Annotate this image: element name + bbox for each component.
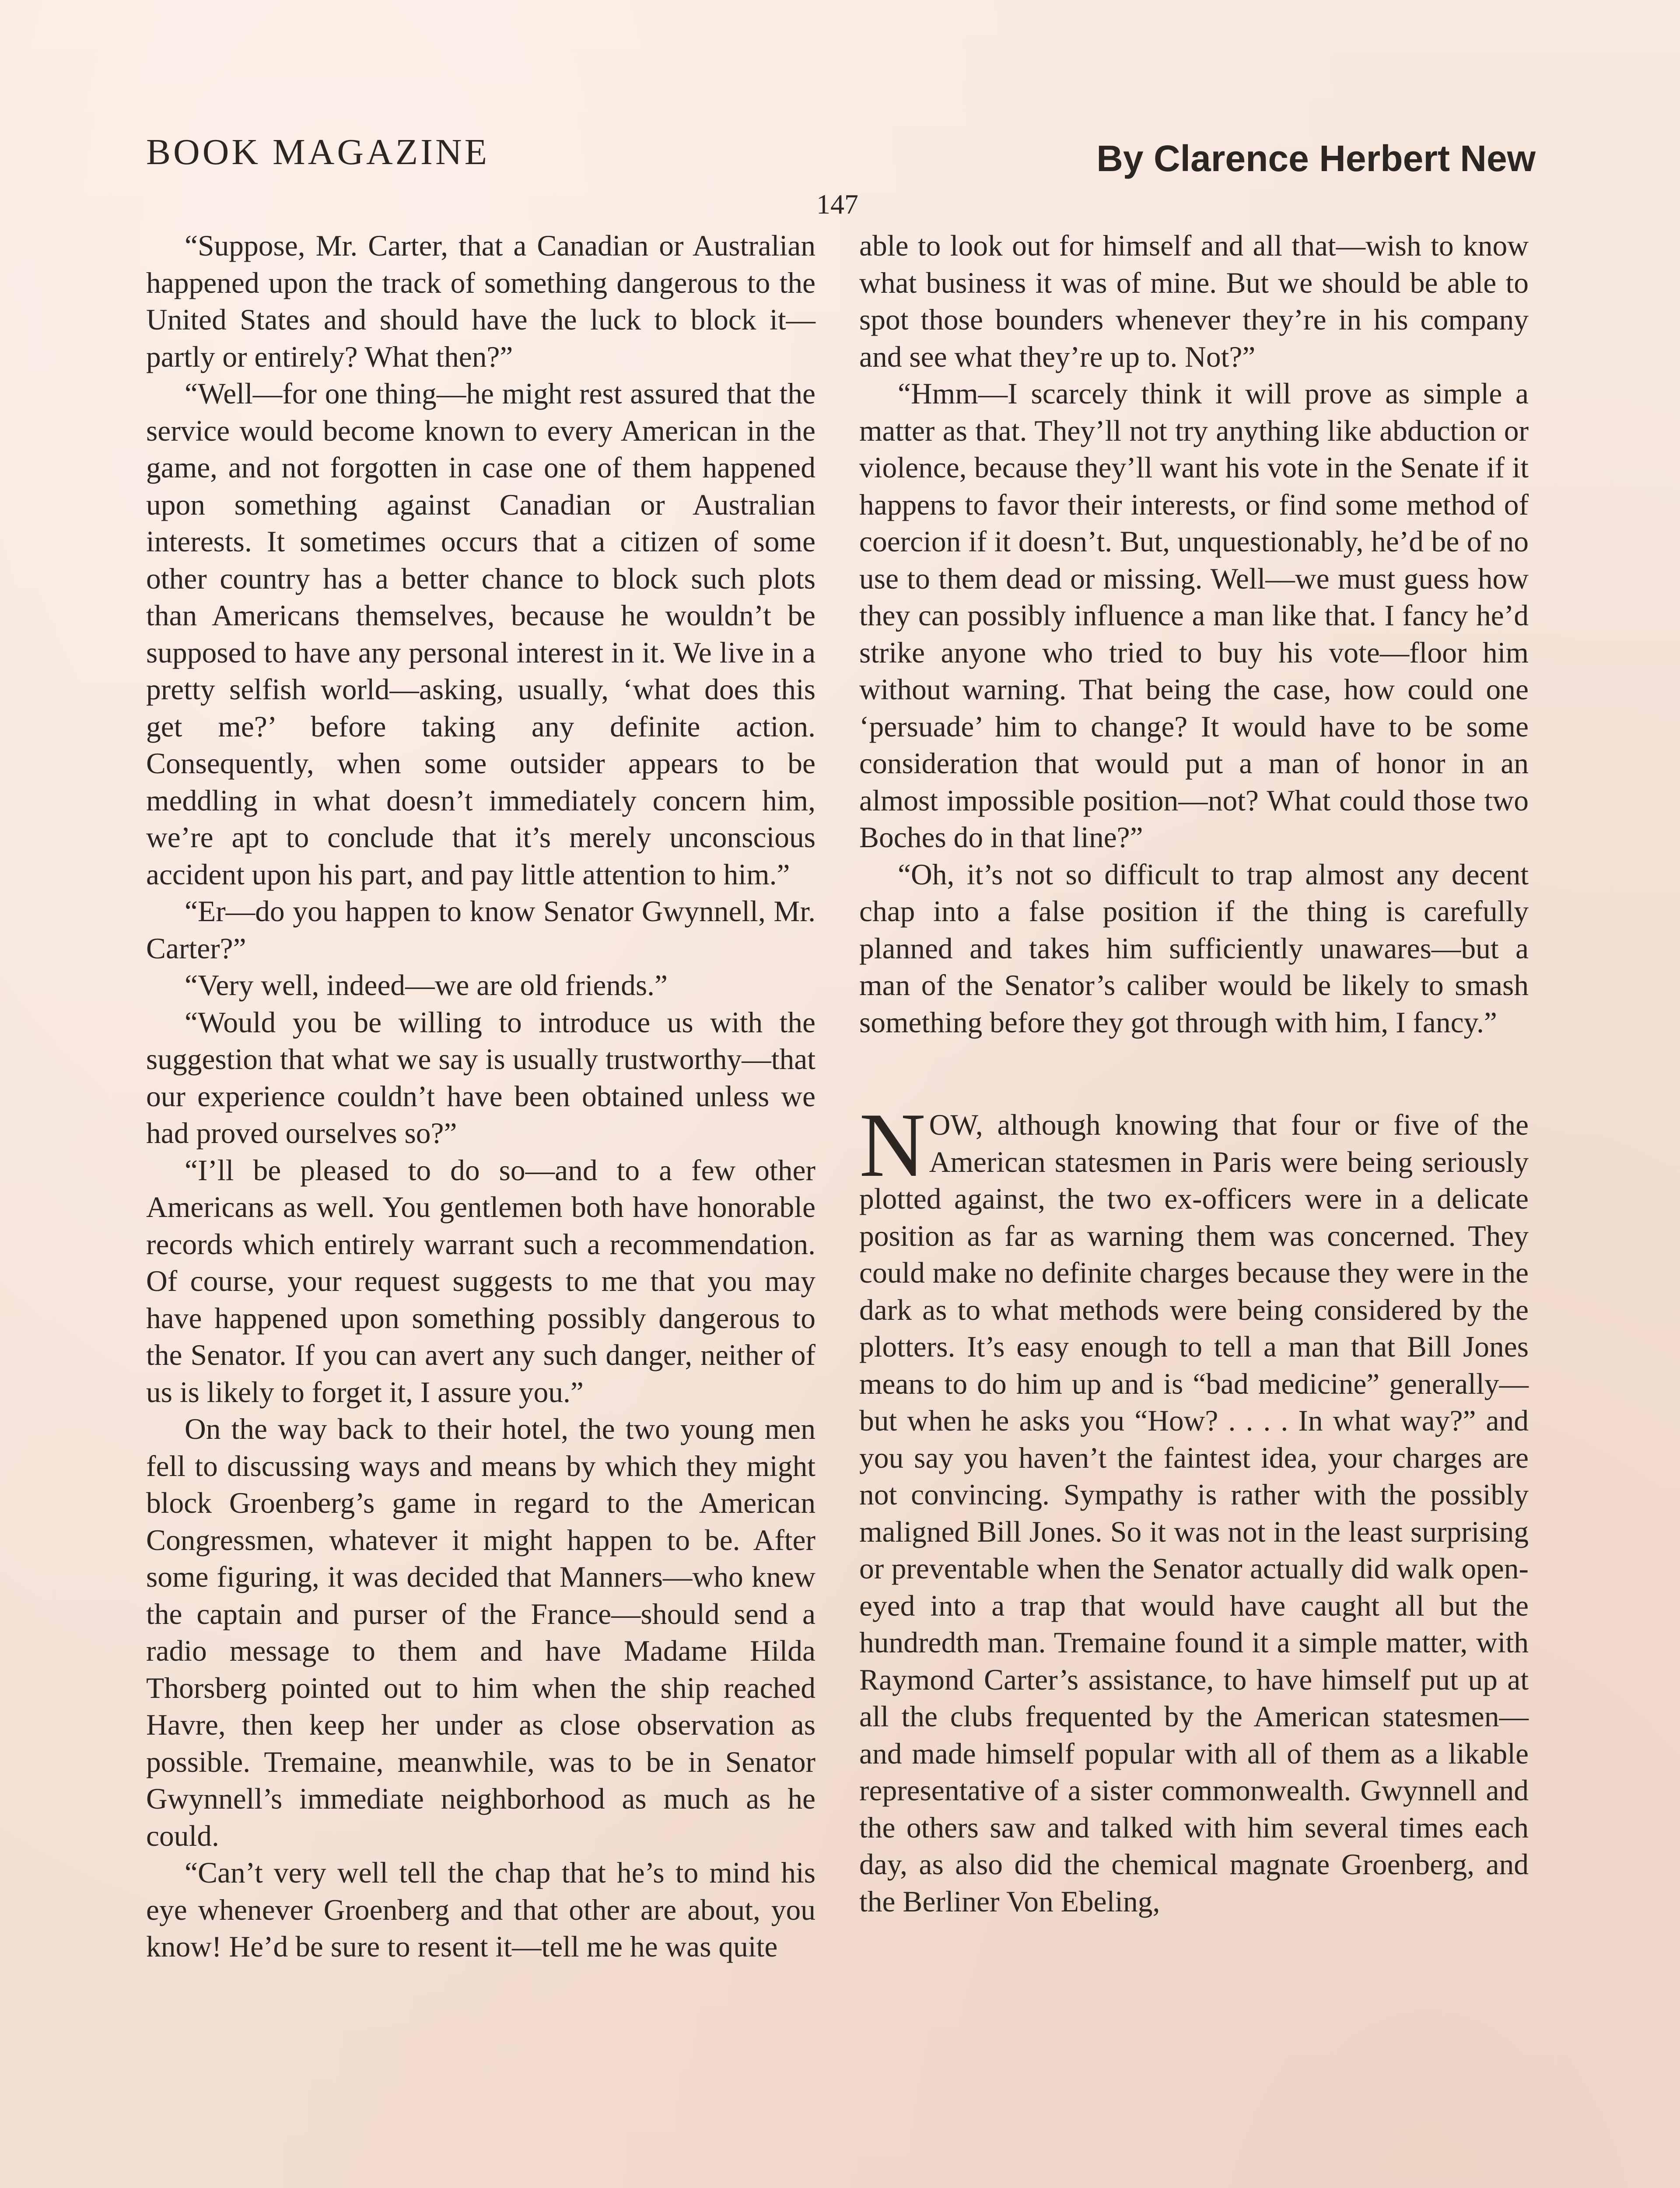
author-byline: By Clarence Herbert New (1096, 138, 1536, 179)
paragraph: “Er—do you happen to know Senator Gwynnell, Mr. Carter?” (146, 895, 816, 965)
paragraph: “Well—for one thing—he might rest assured that the service would become known to every American in the game, and not forgotten in case one of them happened upon something against Canadian or Australian interests. It sometimes occurs that a citizen of some other country has a better chance to block such plots than Americans themselves, because he wouldn’t be supposed to have any personal interest in it. We live in a pretty selfish world—asking, usually, ‘what does this get me?’ before taking any definite action. Consequently, when some outsider appears to be meddling in what doesn’t immediately concern him, we’re apt to conclude that it’s merely unconscious accident upon his part, and pay little attention to him.” (146, 377, 816, 891)
paragraph: “Suppose, Mr. Carter, that a Canadian or Australian happened upon the track of something dangerous to the United States and should have the luck to block it—partly or entirely? What then?” (146, 229, 816, 373)
paragraph: “Would you be willing to introduce us with the suggestion that what we say is usually trustworthy—that our experience couldn’t have been obtained unless we had proved ourselves so?” (146, 1006, 816, 1150)
right-text-column (859, 228, 1529, 1920)
paragraph: On the way back to their hotel, the two young men fell to discussing ways and means by which they might block Groenberg’s game in regard to the American Congressmen, whatever it might happen to be. After some figuring, it was decided that Manners—who knew the captain and purser of the France—should send a radio message to them and have Madame Hilda Thorsberg pointed out to him when the ship reached Havre, then keep her under as close observation as possible. Tremaine, meanwhile, was to be in Senator Gwynnell’s immediate neighborhood as much as he could. (146, 1413, 816, 1852)
drop-cap: N (859, 1094, 926, 1196)
magazine-title: BOOK MAGAZINE (146, 132, 490, 172)
paragraph: “Can’t very well tell the chap that he’s to mind his eye whenever Groenberg and that other are about, you know! He’d be sure to resent it—tell me he was quite (146, 1856, 816, 1963)
section-text: OW, although knowing that four or five of the American statesmen in Paris were being seriously plotted against, the two ex-officers were in a delicate position as far as warning them was concerned. They could make no definite charges because they were in the dark as to what methods were being considered by the plotters. It’s easy enough to tell a man that Bill Jones means to do him up and is “bad medicine” generally—but when he asks you “How? . . . . In what way?” and you say you haven’t the faintest idea, your charges are not convincing. Sympathy is rather with the possibly maligned Bill Jones. So it was not in the least surprising or preventable when the Senator actually did walk open-eyed into a trap that would have caught all but the hundredth man. Tremaine found it a simple matter, with Raymond Carter’s assistance, to have himself put up at all the clubs frequented by the American statesmen—and made himself popular with all of them as a likable representative of a sister commonwealth. Gwynnell and the others saw and talked with him several times each day, as also did the chemical magnate Groenberg, and the Berliner Von Ebeling, (859, 1108, 1529, 1918)
paragraph: able to look out for himself and all that—wish to know what business it was of mine. But we should be able to spot those bounders whenever they’re in his company and see what they’re up to. Not?” (859, 229, 1529, 373)
paragraph: “Oh, it’s not so difficult to trap almost any decent chap into a false position if the thing is carefully planned and takes him sufficiently unawares—but a man of the Senator’s caliber would be likely to smash something before they got through with him, I fancy.” (859, 858, 1529, 1039)
paragraph: “Hmm—I scarcely think it will prove as simple a matter as that. They’ll not try anything like abduction or violence, because they’ll want his vote in the Senate if it happens to favor their interests, or find some method of coercion if it doesn’t. But, unquestionably, he’d be of no use to them dead or missing. Well—we must guess how they can possibly influence a man like that. I fancy he’d strike anyone who tried to buy his vote—floor him without warning. That being the case, how could one ‘persuade’ him to change? It would have to be some consideration that would put a man of honor in an almost impossible position—not? What could those two Boches do in that line?” (859, 377, 1529, 854)
left-text-column (146, 228, 816, 1966)
paragraph: “I’ll be pleased to do so—and to a few other Americans as well. You gentlemen both have honorable records which entirely warrant such a recommendation. Of course, your request suggests to me that you may have happened upon something possibly dangerous to the Senator. If you can avert any such danger, neither of us is likely to forget it, I assure you.” (146, 1154, 816, 1409)
section-paragraph (859, 1094, 1529, 1920)
page-number: 147 (816, 189, 858, 220)
paragraph: “Very well, indeed—we are old friends.” (185, 969, 668, 1002)
